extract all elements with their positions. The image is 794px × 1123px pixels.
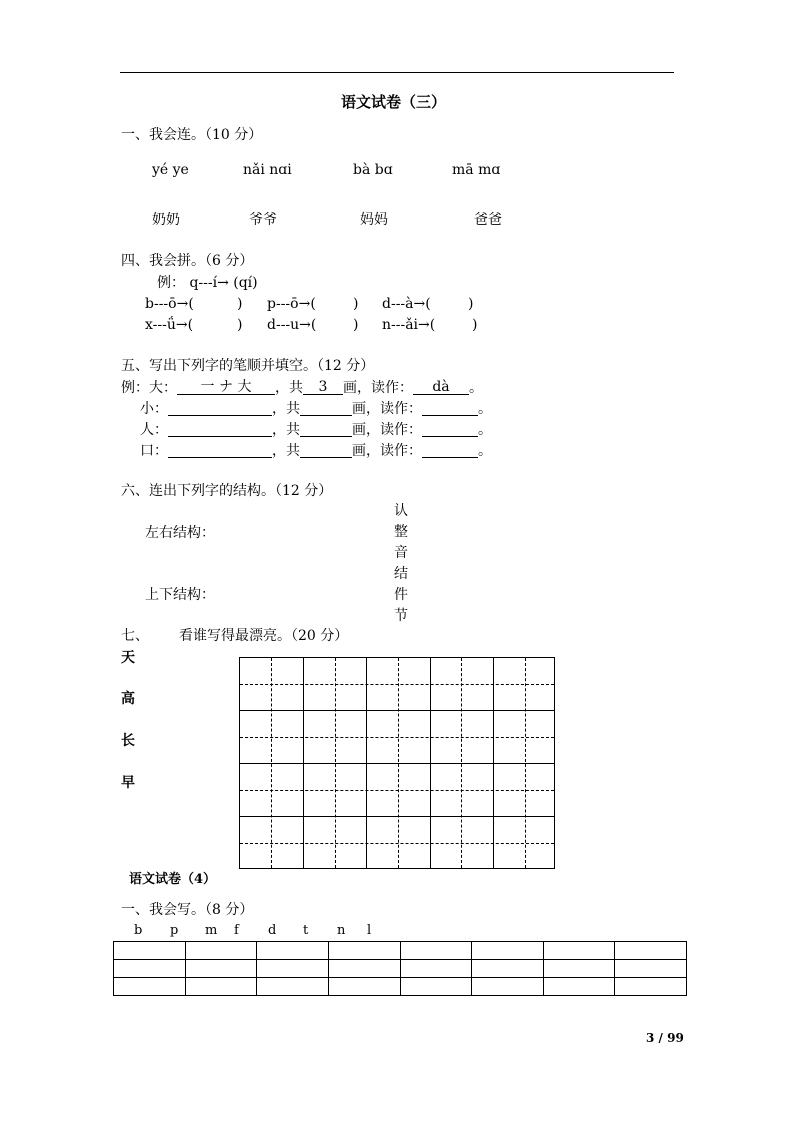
section-1-heading: 一、我会连。（10 分） (121, 127, 263, 143)
spell-b-o: b---ō→( (145, 296, 194, 312)
example-count: 3 (303, 380, 343, 395)
stroke-example-row (121, 380, 483, 395)
left-right-label: 左右结构： (145, 525, 215, 541)
writing-cell[interactable] (328, 942, 400, 960)
pinyin-ba: bà bɑ (353, 162, 393, 178)
writing-cell[interactable] (257, 978, 329, 996)
gong-label: ，共 (275, 380, 303, 396)
spell-n-ai: n---ǎi→( (382, 317, 436, 333)
end-mark: 。 (478, 443, 492, 459)
section-8-heading: 一、我会写。（8 分） (121, 902, 254, 918)
paren-close: ) (468, 296, 474, 312)
example-strokes: 一 ナ 大 (177, 380, 275, 395)
char-yeye: 爷爷 (249, 212, 277, 228)
page-number: 3 / 99 (646, 1031, 684, 1045)
writing-cell[interactable] (472, 942, 544, 960)
strokes-input[interactable] (168, 401, 272, 416)
write-char-zao: 早 (121, 775, 135, 791)
letter-t: t (303, 923, 309, 938)
example-prefix: 例：大： (121, 380, 177, 396)
struct-char-zheng: 整 (394, 524, 408, 540)
paren-close: ) (237, 317, 243, 333)
example-reading: dà (413, 380, 469, 395)
letter-n: n (337, 923, 346, 938)
stroke-row-xiao (140, 401, 492, 416)
pinyin-ma: mā mɑ (452, 162, 501, 178)
write-char-tian: 天 (121, 650, 135, 666)
writing-cell[interactable] (400, 978, 472, 996)
writing-cell[interactable] (185, 978, 257, 996)
count-input[interactable] (300, 422, 352, 437)
writing-cell[interactable] (615, 978, 687, 996)
writing-cell[interactable] (328, 960, 400, 978)
hua-du-label: 画，读作： (352, 422, 422, 438)
end-mark: 。 (469, 380, 483, 396)
writing-cell[interactable] (328, 978, 400, 996)
paren-close: ) (353, 317, 359, 333)
pinyin-ye: yé ye (152, 162, 189, 178)
writing-cell[interactable] (114, 942, 186, 960)
reading-input[interactable] (422, 443, 478, 458)
writing-cell[interactable] (400, 960, 472, 978)
spell-p-o: p---ō→( (267, 296, 316, 312)
writing-cell[interactable] (472, 978, 544, 996)
writing-cell[interactable] (472, 960, 544, 978)
section-5-heading: 五、写出下列字的笔顺并填空。（12 分） (121, 358, 375, 374)
letter-l: l (367, 923, 372, 938)
spell-d-u: d---u→( (267, 317, 317, 333)
end-mark: 。 (478, 401, 492, 417)
struct-char-yin: 音 (394, 545, 408, 561)
stroke-row-kou (140, 443, 492, 458)
hua-du-label: 画，读作： (352, 401, 422, 417)
gong-label: ，共 (272, 422, 300, 438)
char-nainai: 奶奶 (152, 212, 180, 228)
writing-cell[interactable] (543, 978, 615, 996)
gong-label: ，共 (272, 401, 300, 417)
writing-cell[interactable] (114, 960, 186, 978)
gong-label: ，共 (272, 443, 300, 459)
letter-m: m (205, 923, 218, 938)
reading-input[interactable] (422, 422, 478, 437)
struct-char-jie2: 节 (394, 608, 408, 624)
count-input[interactable] (300, 443, 352, 458)
pinyin-example: 例： q---í→ (qí) (157, 275, 258, 291)
write-char-chang: 长 (121, 733, 135, 749)
reading-input[interactable] (422, 401, 478, 416)
section-6-heading: 六、连出下列字的结构。（12 分） (121, 483, 333, 499)
stroke-row-ren (140, 422, 492, 437)
paren-close: ) (237, 296, 243, 312)
writing-cell[interactable] (543, 960, 615, 978)
spell-d-a: d---à→( (382, 296, 431, 312)
struct-char-ren: 认 (394, 503, 408, 519)
letter-f: f (234, 923, 239, 938)
exam-4-title: 语文试卷（4） (129, 872, 217, 887)
spell-x-u: x---ǘ→( (145, 317, 194, 333)
writing-cell[interactable] (400, 942, 472, 960)
row-char: 口： (140, 443, 168, 459)
writing-cell[interactable] (257, 960, 329, 978)
struct-char-jie: 结 (394, 566, 408, 582)
letter-d: d (268, 923, 277, 938)
char-baba: 爸爸 (474, 212, 502, 228)
section-4-heading: 四、我会拼。（6 分） (121, 253, 254, 269)
row-char: 小： (140, 401, 168, 417)
writing-grid[interactable] (239, 657, 555, 869)
section-7-heading: 看谁写得最漂亮。（20 分） (179, 628, 349, 644)
strokes-input[interactable] (168, 422, 272, 437)
hua-du-label: 画，读作： (343, 380, 413, 396)
writing-cell[interactable] (114, 978, 186, 996)
hua-du-label: 画，读作： (352, 443, 422, 459)
top-bottom-label: 上下结构： (145, 587, 215, 603)
table-row (114, 978, 687, 996)
writing-cell[interactable] (615, 942, 687, 960)
pinyin-nai: nǎi nɑi (243, 162, 292, 178)
struct-char-jian: 件 (394, 587, 408, 603)
row-char: 人： (140, 422, 168, 438)
write-char-gao: 高 (121, 691, 135, 707)
header-rule (120, 72, 674, 73)
letter-b: b (134, 923, 143, 938)
writing-table (113, 941, 687, 996)
page-title: 语文试卷（三） (341, 93, 447, 111)
section-7-number: 七、 (121, 628, 149, 644)
table-row (114, 960, 687, 978)
writing-cell[interactable] (185, 942, 257, 960)
writing-cell[interactable] (543, 942, 615, 960)
paren-close: ) (472, 317, 478, 333)
writing-cell[interactable] (185, 960, 257, 978)
letter-p: p (170, 923, 179, 938)
paren-close: ) (353, 296, 359, 312)
writing-cell[interactable] (615, 960, 687, 978)
strokes-input[interactable] (168, 443, 272, 458)
char-mama: 妈妈 (360, 212, 388, 228)
table-row (114, 942, 687, 960)
count-input[interactable] (300, 401, 352, 416)
writing-cell[interactable] (257, 942, 329, 960)
end-mark: 。 (478, 422, 492, 438)
